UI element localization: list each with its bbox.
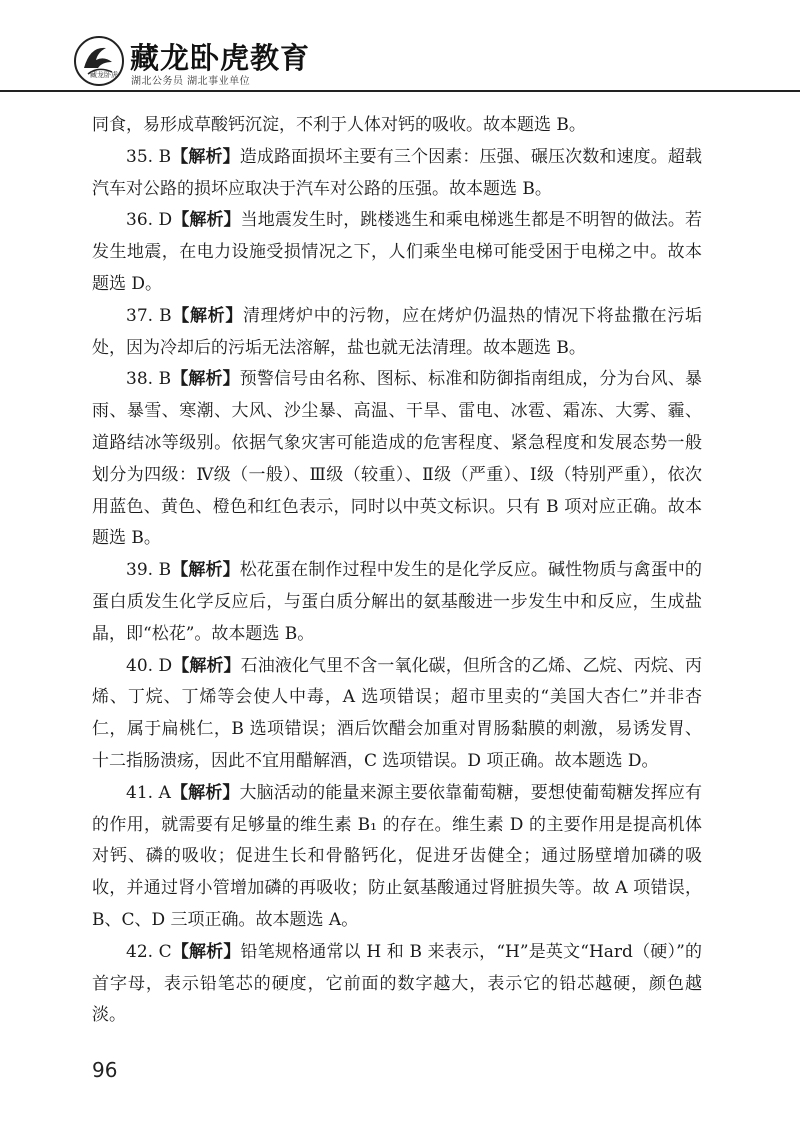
analysis-tag: 【解析】 [172, 210, 241, 231]
explanation-text: 松花蛋在制作过程中发生的是化学反应。碱性物质与禽蛋中的蛋白质发生化学反应后，与蛋白质分解出的氨基酸进一步发生中和反应，生成盐晶，即“松花”。故本题选 B。 [92, 560, 703, 644]
question-answer: 38. B [126, 369, 172, 390]
analysis-tag: 【解析】 [171, 941, 241, 962]
explanation-text: 大脑活动的能量来源主要依靠葡萄糖，要想使葡萄糖发挥应有的作用，就需要有足够量的维生素 B₁ 的存在。维生素 D 的主要作用是提高机体对钙、磷的吸收；促进生长和骨骼钙化，促进牙齿健全；通过肠壁增加磷的吸收，并通过肾小管增加磷的再吸收；防止氨基酸通过肾脏损失等。故 A 项错误，B、C、D 三项正确。故本题选 A。 [92, 782, 703, 930]
brand-subtitle: 湖北公务员 湖北事业单位 [131, 76, 251, 87]
explanation-paragraph [92, 778, 702, 937]
question-answer: 35. B [126, 146, 172, 167]
analysis-tag: 【解析】 [172, 655, 241, 676]
question-answer: 37. B [126, 305, 172, 326]
analysis-tag: 【解析】 [171, 560, 240, 581]
explanation-text: 造成路面损坏主要有三个因素：压强、碾压次数和速度。超载汽车对公路的损坏应取决于汽车对公路的压强。故本题选 B。 [92, 146, 703, 199]
explanation-paragraph [92, 937, 702, 1032]
header-divider [0, 90, 800, 92]
analysis-tag: 【解析】 [170, 782, 240, 803]
analysis-tag: 【解析】 [171, 146, 240, 167]
page-number: 96 [92, 1058, 118, 1082]
question-answer: 42. C [126, 941, 172, 962]
explanation-paragraph [92, 364, 702, 555]
logo-text: 藏龙卧虎 [90, 71, 118, 79]
explanation-paragraph [92, 205, 702, 300]
explanation-paragraph [92, 651, 702, 778]
explanation-text: 铅笔规格通常以 H 和 B 来表示，“H”是英文“Hard（硬）”的首字母，表示铅笔芯的硬度，它前面的数字越大，表示它的铅芯越硬，颜色越淡。 [92, 941, 703, 1026]
explanation-paragraph [92, 142, 702, 206]
answer-explanations [92, 110, 702, 1032]
explanation-paragraph [92, 110, 702, 142]
explanation-paragraph [92, 555, 702, 650]
explanation-text: 石油液化气里不含一氧化碳，但所含的乙烯、乙烷、丙烷、丙烯、丁烷、丁烯等会使人中毒，A 选项错误；超市里卖的“美国大杏仁”并非杏仁，属于扁桃仁，B 选项错误；酒后饮醋会加重对胃肠黏膜的刺激，易诱发胃、十二指肠溃疡，因此不宜用醋解酒，C 选项错误。D 项正确。故本题选 D。 [92, 655, 703, 771]
question-answer: 41. A [126, 782, 171, 803]
brand-title: 藏龙卧虎教育 [130, 41, 311, 75]
page-header [0, 0, 800, 92]
explanation-paragraph [92, 301, 702, 365]
analysis-tag: 【解析】 [171, 369, 240, 390]
analysis-tag: 【解析】 [171, 305, 244, 326]
logo [74, 36, 124, 86]
question-answer: 39. B [126, 560, 172, 581]
question-answer: 36. D [126, 210, 173, 231]
explanation-text: 同食，易形成草酸钙沉淀，不利于人体对钙的吸收。故本题选 B。 [92, 115, 586, 135]
explanation-text: 当地震发生时，跳楼逃生和乘电梯逃生都是不明智的做法。若发生地震，在电力设施受损情况之下，人们乘坐电梯可能受困于电梯之中。故本题选 D。 [92, 210, 703, 294]
explanation-text: 清理烤炉中的污物，应在烤炉仍温热的情况下将盐撒在污垢处，因为冷却后的污垢无法溶解，盐也就无法清理。故本题选 B。 [92, 305, 703, 358]
question-answer: 40. D [126, 655, 173, 676]
explanation-text: 预警信号由名称、图标、标准和防御指南组成，分为台风、暴雨、暴雪、寒潮、大风、沙尘暴、高温、干旱、雷电、冰雹、霜冻、大雾、霾、道路结冰等级别。依据气象灾害可能造成的危害程度、紧急程度和发展态势一般划分为四级：Ⅳ级（一般）、Ⅲ级（较重）、Ⅱ级（严重）、Ⅰ级（特别严重），依次用蓝色、黄色、橙色和红色表示，同时以中英文标识。只有 B 项对应正确。故本题选 B。 [92, 369, 703, 549]
